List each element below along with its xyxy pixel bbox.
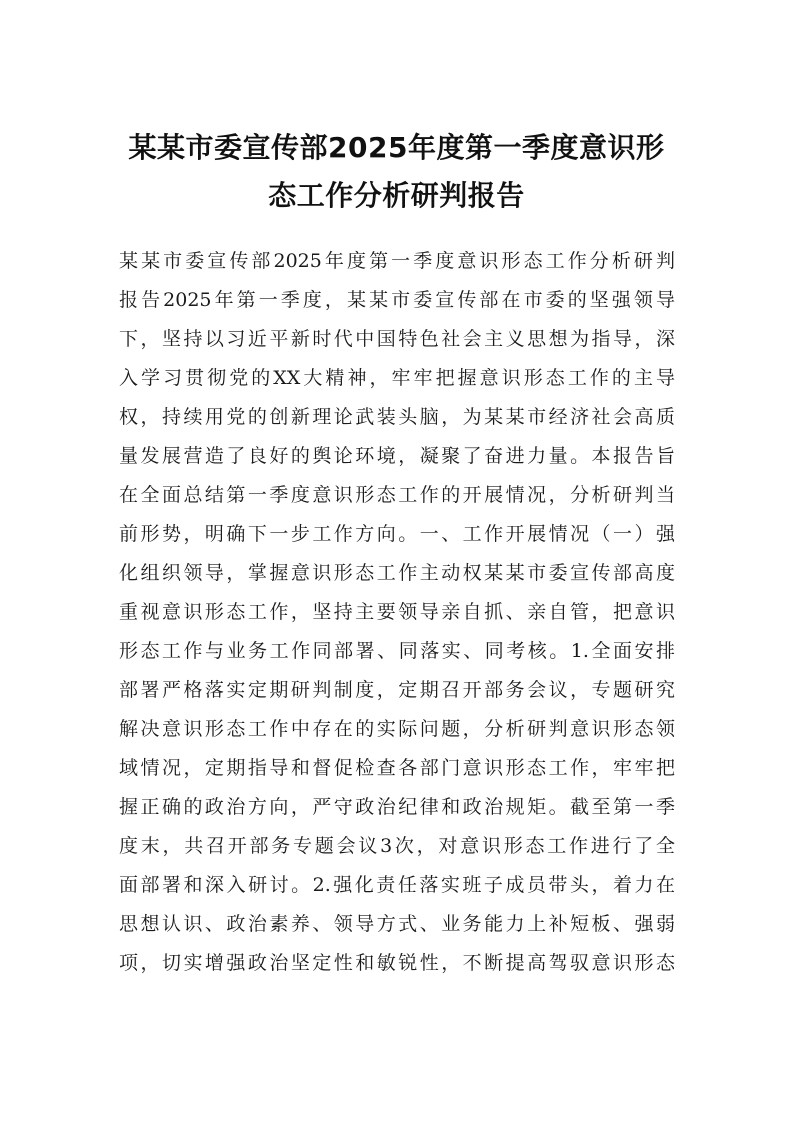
document-title-line-2: 态工作分析研判报告 [268, 179, 525, 212]
body-text-line: 形态工作与业务工作同部署、同落实、同考核。1.全面安排 [119, 640, 675, 662]
body-text-line: 量发展营造了良好的舆论环境，凝聚了奋进力量。本报告旨 [119, 445, 675, 467]
body-text-line: 部署严格落实定期研判制度，定期召开部务会议，专题研究 [119, 679, 675, 701]
body-text-line: 面部署和深入研讨。2.强化责任落实班子成员带头，着力在 [119, 874, 675, 896]
body-text-line: 思想认识、政治素养、领导方式、业务能力上补短板、强弱 [119, 913, 675, 935]
body-text-line: 重视意识形态工作，坚持主要领导亲自抓、亲自管，把意识 [119, 601, 675, 623]
body-text-line: 权，持续用党的创新理论武装头脑，为某某市经济社会高质 [119, 406, 675, 428]
body-text-line: 解决意识形态工作中存在的实际问题，分析研判意识形态领 [119, 718, 675, 740]
body-text-line: 报告2025年第一季度，某某市委宣传部在市委的坚强领导 [119, 289, 675, 311]
body-text-line: 下，坚持以习近平新时代中国特色社会主义思想为指导，深 [119, 328, 675, 350]
body-text-line: 某某市委宣传部2025年度第一季度意识形态工作分析研判 [119, 250, 675, 272]
body-text-line: 度末，共召开部务专题会议3次，对意识形态工作进行了全 [119, 835, 675, 857]
body-text-line: 握正确的政治方向，严守政治纪律和政治规矩。截至第一季 [119, 796, 675, 818]
body-text-line: 入学习贯彻党的XX大精神，牢牢把握意识形态工作的主导 [119, 367, 675, 389]
body-text-line: 项，切实增强政治坚定性和敏锐性，不断提高驾驭意识形态 [119, 952, 675, 974]
document-title-line-1: 某某市委宣传部2025年度第一季度意识形 [128, 131, 665, 164]
body-text-line: 在全面总结第一季度意识形态工作的开展情况，分析研判当 [119, 484, 675, 506]
body-text-line: 化组织领导，掌握意识形态工作主动权某某市委宣传部高度 [119, 562, 675, 584]
body-text-line: 域情况，定期指导和督促检查各部门意识形态工作，牢牢把 [119, 757, 675, 779]
body-text-line: 前形势，明确下一步工作方向。一、工作开展情况（一）强 [119, 523, 675, 545]
